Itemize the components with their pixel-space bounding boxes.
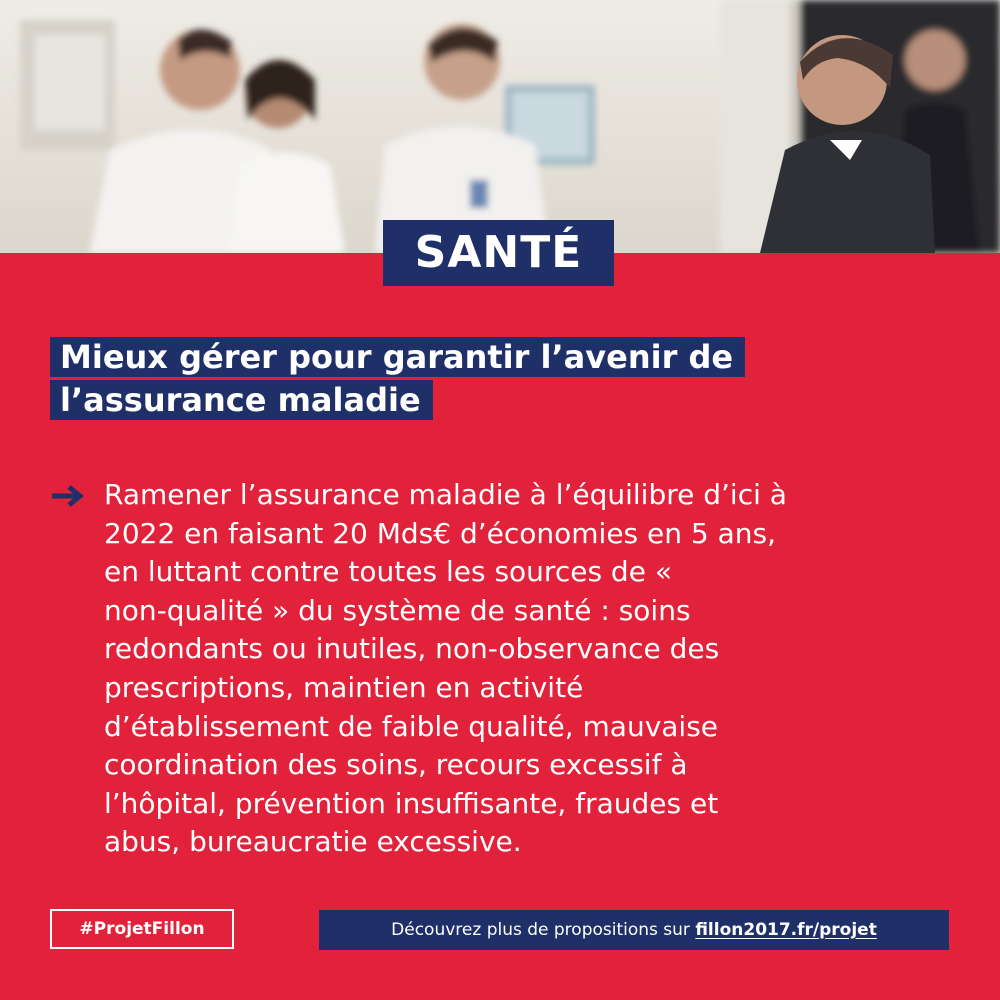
bullet-line: redondants ou inutiles, non-observance des	[104, 632, 720, 666]
bullet-line: abus, bureaucratie excessive.	[104, 825, 522, 859]
arrow-right-icon	[52, 484, 86, 508]
section-title: SANTÉ	[383, 220, 614, 286]
header-photo	[0, 0, 1000, 253]
bullet-line: d’établissement de faible qualité, mauvaise	[104, 709, 719, 743]
headline-line-2: l’assurance maladie	[50, 380, 433, 420]
bullet-paragraph	[104, 476, 974, 862]
footer-cta	[319, 910, 949, 950]
headline-line-1: Mieux gérer pour garantir l’avenir de	[50, 337, 745, 377]
bullet-line: en luttant contre toutes les sources de «	[104, 555, 672, 589]
bullet-line: l’hôpital, prévention insuffisante, fraudes et	[104, 786, 719, 820]
cta-text: Découvrez plus de propositions sur	[391, 920, 690, 940]
bullet-line: prescriptions, maintien en activité	[104, 670, 584, 704]
hashtag-badge: #ProjetFillon	[50, 909, 234, 949]
bullet-line: non-qualité » du système de santé : soins	[104, 593, 691, 627]
headline	[50, 337, 870, 420]
bullet-line: Ramener l’assurance maladie à l’équilibre d’ici à	[104, 478, 787, 511]
bullet-line: 2022 en faisant 20 Mds€ d’économies en 5 ans,	[104, 516, 777, 550]
bullet-line: coordination des soins, recours excessif à	[104, 748, 688, 782]
cta-link[interactable]: fillon2017.fr/projet	[695, 920, 877, 940]
